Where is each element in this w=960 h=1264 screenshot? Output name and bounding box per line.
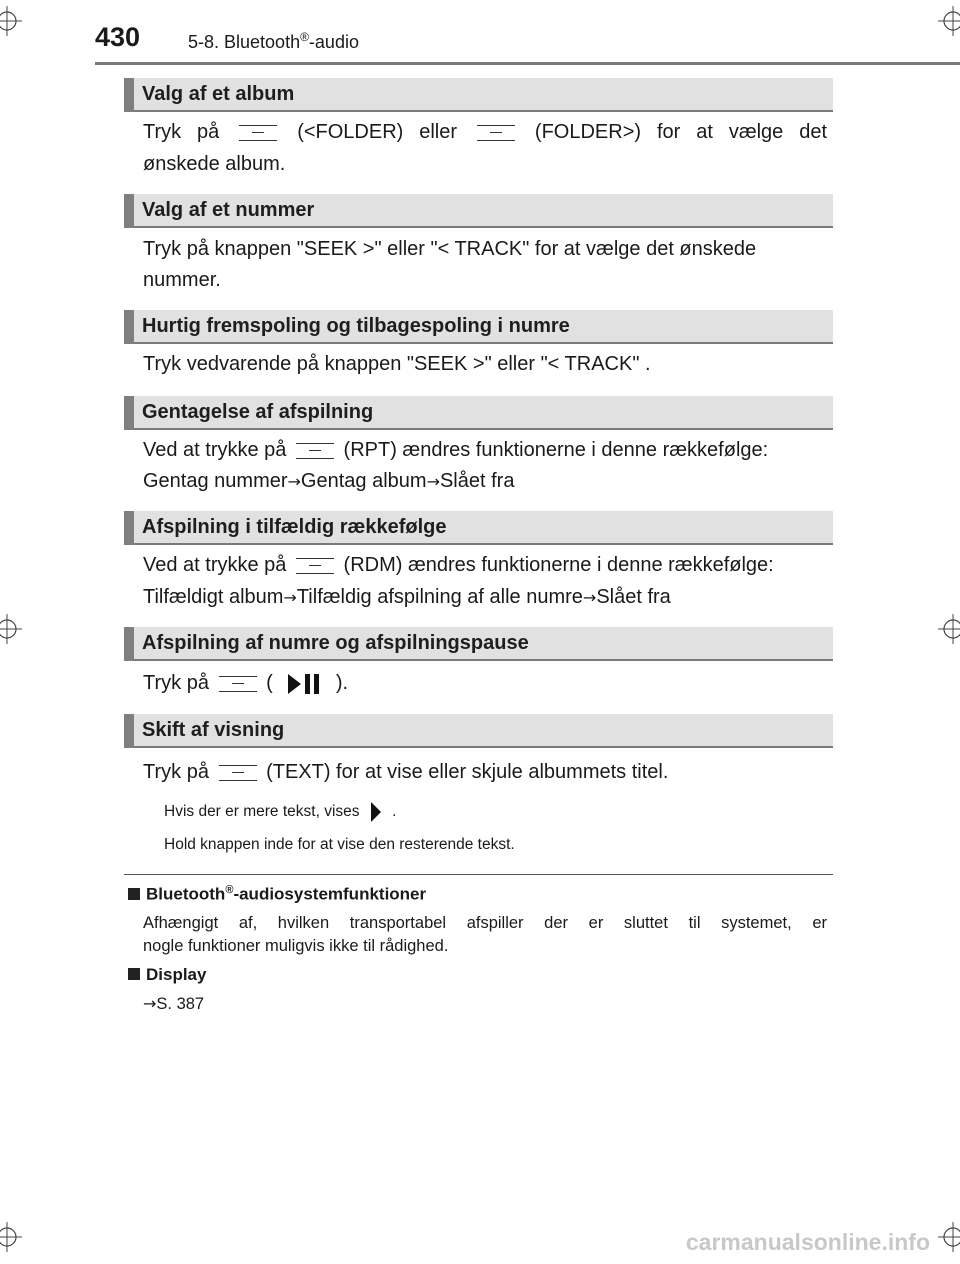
button-icon	[239, 125, 277, 141]
button-icon	[219, 676, 257, 692]
display-reference: →S. 387	[143, 994, 205, 1013]
registration-mark-icon	[0, 6, 22, 36]
section-heading-random: Afspilning i tilfældig rækkefølge	[124, 511, 833, 545]
repeat-text-line1: Ved at trykke på (RPT) ændres funktionerne i denne rækkefølge:	[143, 439, 769, 461]
section-heading-album: Valg af et album	[124, 78, 833, 112]
display-note-2: Hold knappen inde for at vise den resterende tekst.	[164, 836, 515, 853]
random-text-line1: Ved at trykke på (RDM) ændres funktionerne i denne rækkefølge:	[143, 554, 774, 576]
square-bullet-icon	[128, 968, 140, 980]
bluetooth-functions-text-line1: Afhængigt af, hvilken transportabel afspiller der er sluttet til systemet, er	[143, 914, 827, 932]
registration-mark-icon	[938, 6, 960, 36]
bluetooth-functions-text-line2: nogle funktioner muligvis ikke til rådighed.	[143, 937, 449, 955]
repeat-text-line2: Gentag nummer→Gentag album→Slået fra	[143, 470, 515, 492]
button-icon	[296, 558, 334, 574]
section-heading-playpause: Afspilning af numre og afspilningspause	[124, 627, 833, 661]
button-icon	[219, 765, 257, 781]
square-bullet-icon	[128, 888, 140, 900]
separator-rule	[124, 874, 833, 875]
button-icon	[296, 443, 334, 459]
watermark: carmanualsonline.info	[685, 1229, 930, 1255]
track-text-line1: Tryk på knappen "SEEK >" eller "< TRACK" for at vælge det ønskede	[143, 238, 757, 260]
header-rule	[95, 62, 960, 65]
album-text-line1: Tryk på (<FOLDER) eller (FOLDER>) for at vælge det	[143, 121, 828, 143]
section-title: 5-8. Bluetooth®-audio	[188, 30, 359, 52]
section-heading-repeat: Gentagelse af afspilning	[124, 396, 833, 430]
display-note-1: Hvis der er mere tekst, vises .	[164, 801, 396, 823]
track-text-line2: nummer.	[143, 269, 221, 291]
registration-mark-icon	[0, 614, 22, 644]
album-text-line2: ønskede album.	[143, 153, 286, 175]
section-heading-track: Valg af et nummer	[124, 194, 833, 228]
playpause-text: Tryk på ( ).	[143, 667, 827, 699]
page-number: 430	[95, 22, 141, 52]
display-text: Tryk på (TEXT) for at vise eller skjule albummets titel.	[143, 761, 669, 783]
bluetooth-functions-heading: Bluetooth®-audiosystemfunktioner	[128, 884, 426, 905]
section-heading-display: Skift af visning	[124, 714, 833, 748]
registration-mark-icon	[938, 614, 960, 644]
random-text-line2: Tilfældigt album→Tilfældig afspilning af alle numre→Slået fra	[143, 586, 671, 608]
play-pause-icon	[284, 671, 324, 697]
display-heading: Display	[128, 965, 206, 985]
registration-mark-icon	[938, 1222, 960, 1252]
registration-mark-icon	[0, 1222, 22, 1252]
button-icon	[477, 125, 515, 141]
fastforward-text: Tryk vedvarende på knappen "SEEK >" eller "< TRACK" .	[143, 353, 651, 375]
more-text-arrow-icon	[368, 801, 384, 823]
section-heading-fastforward: Hurtig fremspoling og tilbagespoling i numre	[124, 310, 833, 344]
